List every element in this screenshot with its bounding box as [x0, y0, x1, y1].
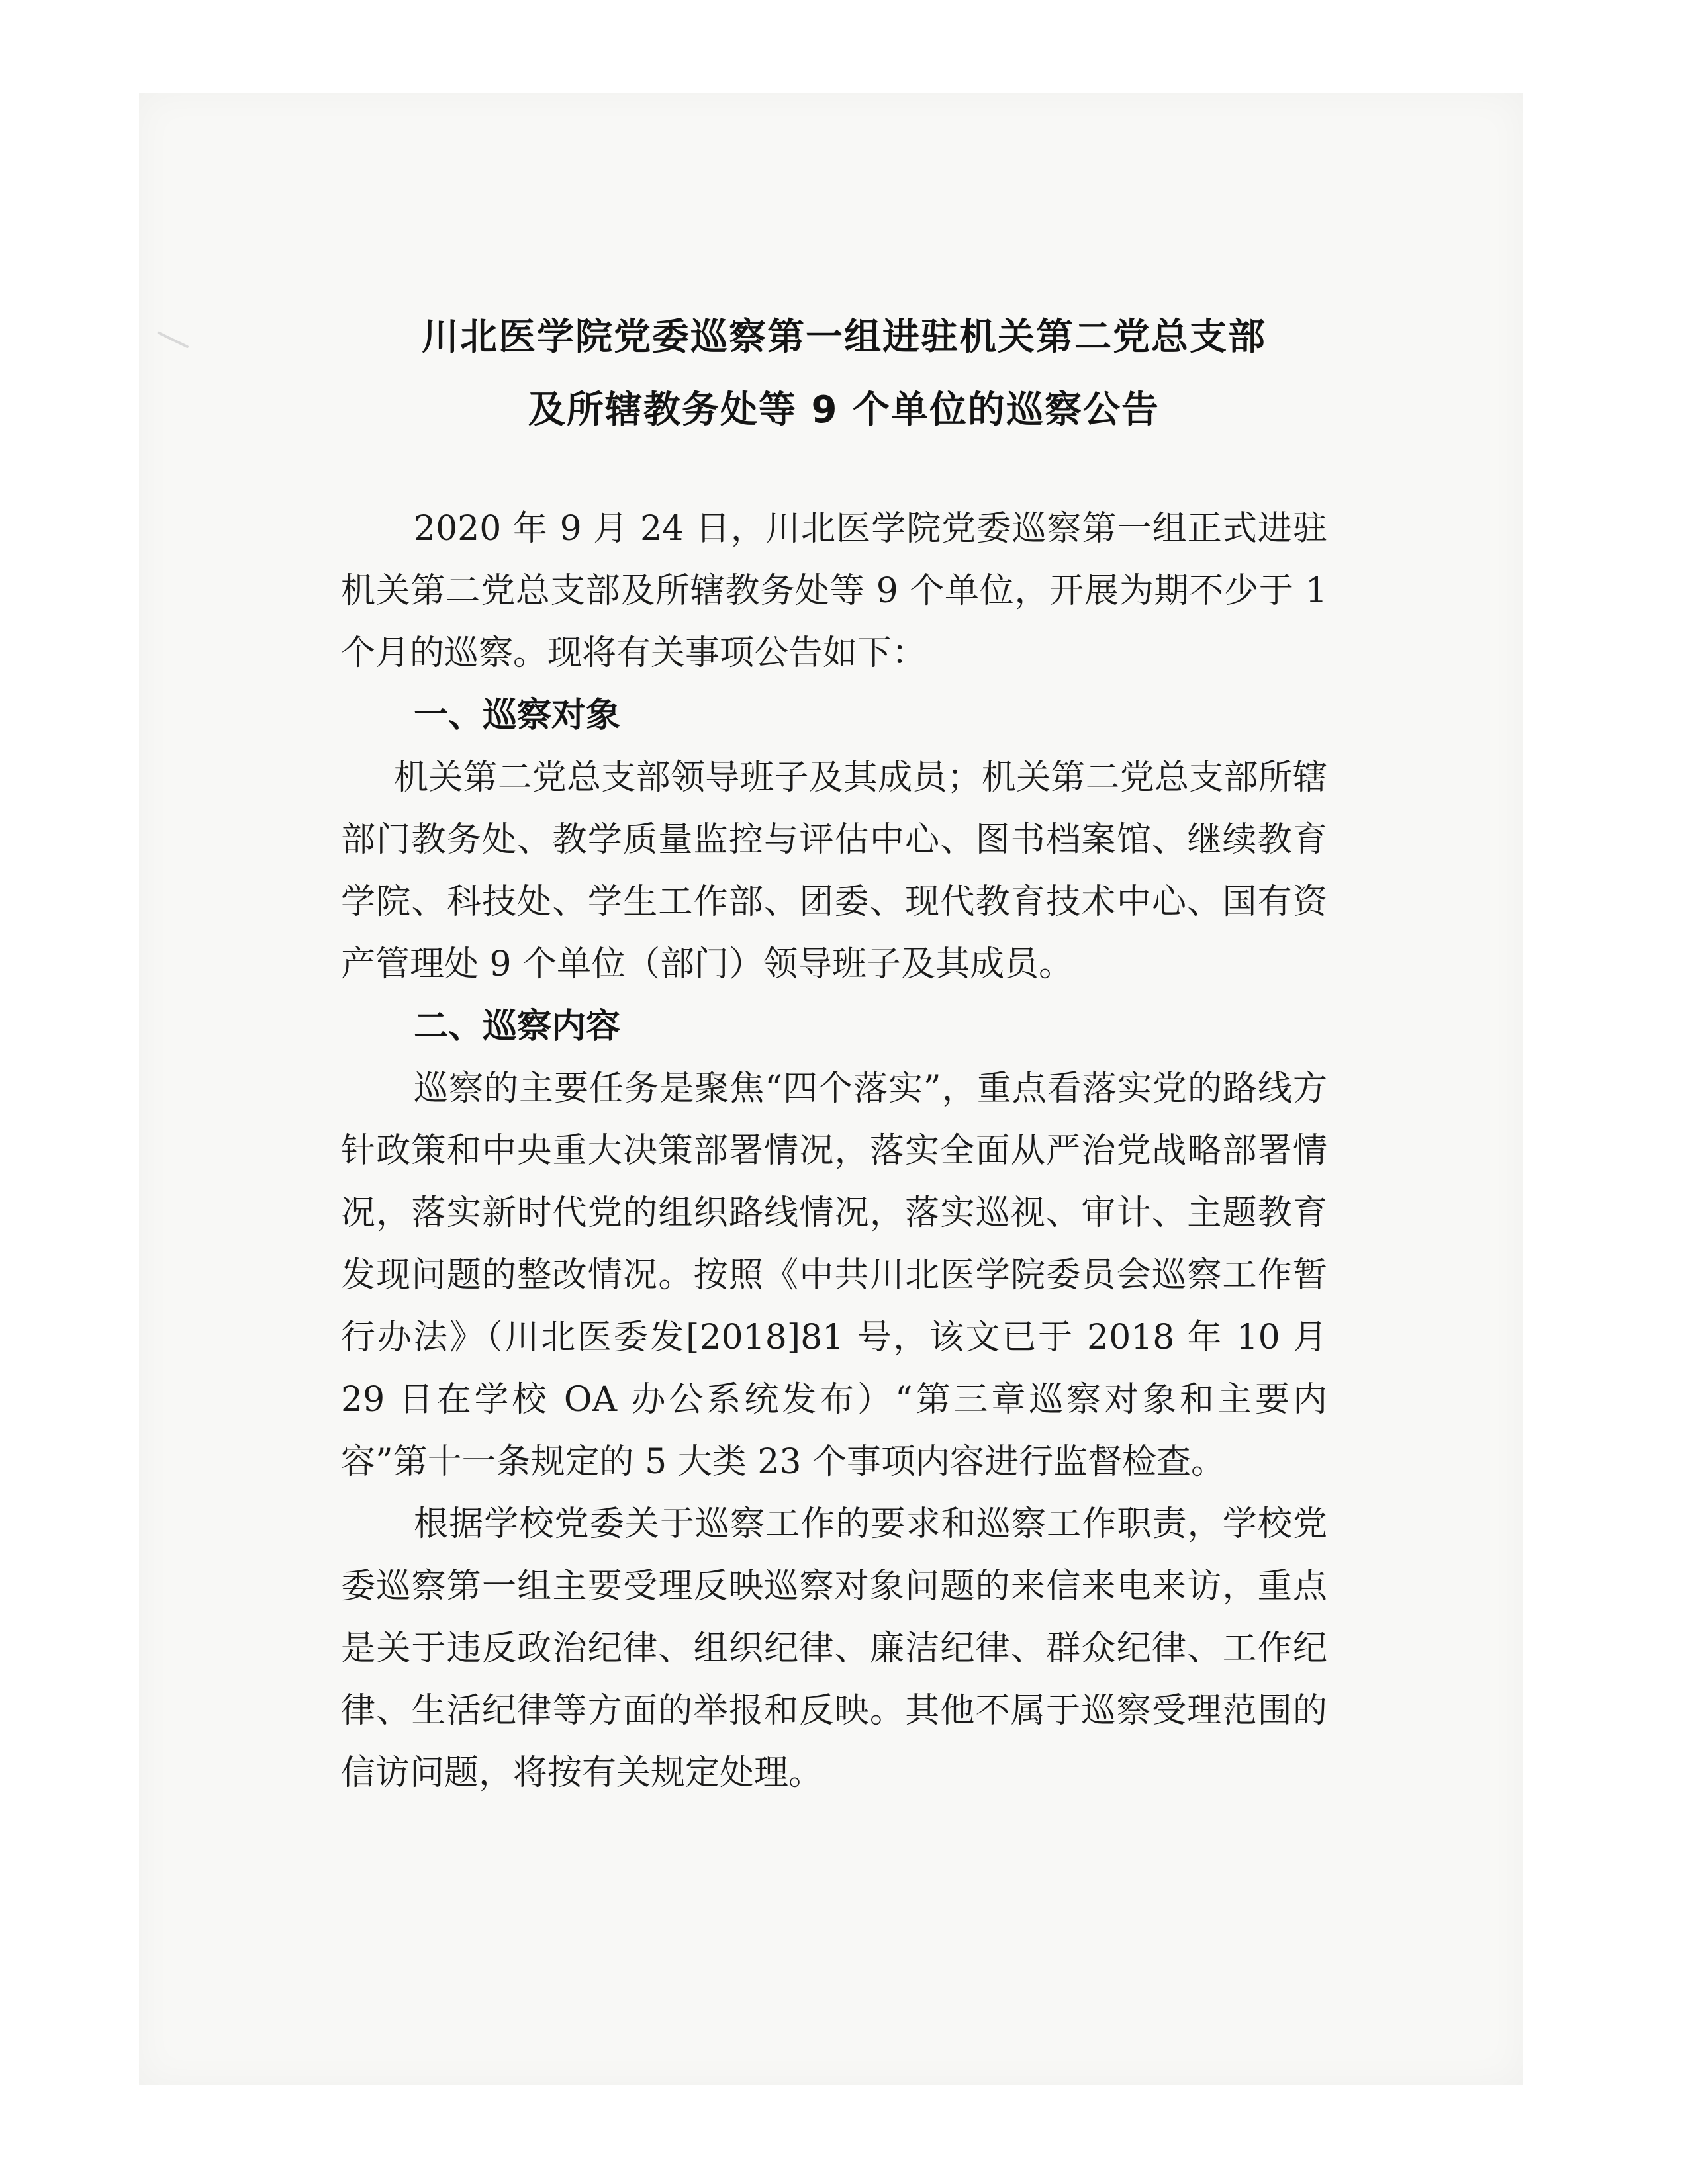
document-body	[341, 498, 1327, 1804]
document-title	[265, 301, 1423, 447]
section-2-paragraph-1: 巡察的主要任务是聚焦“四个落实”，重点看落实党的路线方针政策和中央重大决策部署情况，落实全面从严治党战略部署情况，落实新时代党的组织路线情况，落实巡视、审计、主题教育发现问题的整改情况。按照《中共川北医学院委员会巡察工作暂行办法》（川北医委发[2018]81 号，该文已于 2018 年 10 月 29 日在学校 OA 办公系统发布）“第三章巡察对象和主要内容”第十一条规定的 5 大类 23 个事项内容进行监督检查。	[341, 1069, 1327, 1482]
section-1-paragraph: 机关第二党总支部领导班子及其成员；机关第二党总支部所辖部门教务处、教学质量监控与评估中心、图书档案馆、继续教育学院、科技处、学生工作部、团委、现代教育技术中心、国有资产管理处 9 个单位（部门）领导班子及其成员。	[341, 758, 1327, 984]
intro-paragraph: 2020 年 9 月 24 日，川北医学院党委巡察第一组正式进驻机关第二党总支部及所辖教务处等 9 个单位，开展为期不少于 1 个月的巡察。现将有关事项公告如下：	[341, 509, 1327, 673]
title-line-2: 及所辖教务处等 9 个单位的巡察公告	[528, 388, 1160, 432]
section-heading-2: 二、巡察内容	[414, 1007, 621, 1046]
section-2-paragraph-2: 根据学校党委关于巡察工作的要求和巡察工作职责，学校党委巡察第一组主要受理反映巡察对象问题的来信来电来访，重点是关于违反政治纪律、组织纪律、廉洁纪律、群众纪律、工作纪律、生活纪律等方面的举报和反映。其他不属于巡察受理范围的信访问题，将按有关规定处理。	[341, 1504, 1327, 1793]
section-heading-1: 一、巡察对象	[414, 696, 621, 735]
title-line-1: 川北医学院党委巡察第一组进驻机关第二党总支部	[422, 316, 1266, 359]
